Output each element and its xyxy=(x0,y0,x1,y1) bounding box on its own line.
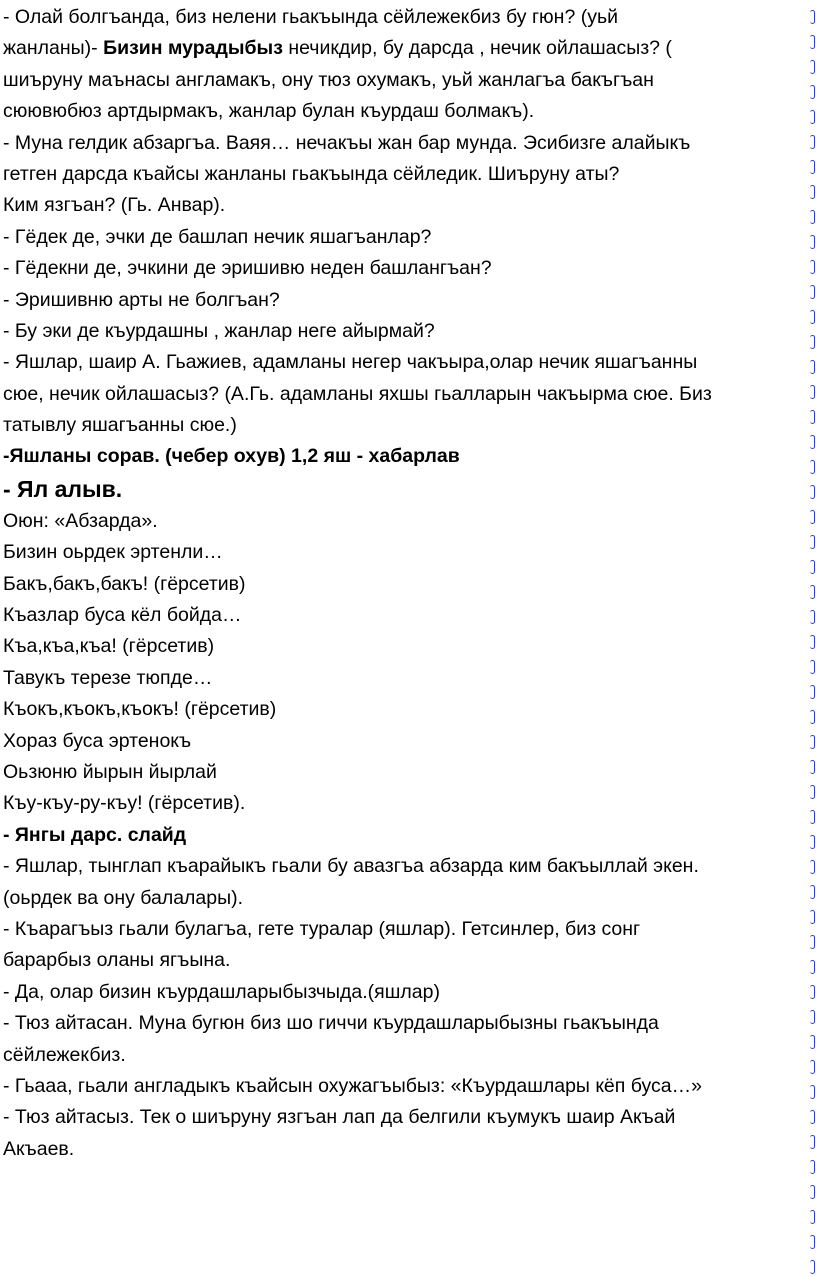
margin-mark xyxy=(810,385,815,399)
margin-mark xyxy=(810,635,815,649)
margin-mark xyxy=(810,660,815,674)
margin-mark xyxy=(810,960,815,974)
margin-mark xyxy=(810,935,815,949)
text-line: Къа,къа,къа! (гёрсетив) xyxy=(3,635,215,658)
margin-mark xyxy=(810,610,815,624)
text-span: нечикдир, бу дарсда , нечик ойлашасыз? ( xyxy=(282,37,672,60)
text-line: - Гёдек де, эчки де башлап нечик яшагъанлар? xyxy=(3,225,432,248)
text-line: - Яшлар, шаир А. Гьажиев, адамланы негер чакъыра,олар нечик яшагъанны xyxy=(3,351,698,374)
margin-mark xyxy=(810,460,815,474)
margin-mark xyxy=(810,1210,815,1224)
margin-mark xyxy=(810,510,815,524)
margin-mark xyxy=(810,560,815,574)
margin-mark xyxy=(810,1060,815,1074)
margin-mark xyxy=(810,285,815,299)
section-heading: -Яшланы сорав. (чебер охув) 1,2 яш - хабарлав xyxy=(3,445,460,468)
margin-mark xyxy=(810,185,815,199)
margin-mark xyxy=(810,85,815,99)
text-span: жанланы)- xyxy=(3,37,104,60)
margin-mark xyxy=(810,1135,815,1149)
margin-mark xyxy=(810,535,815,549)
margin-mark xyxy=(810,260,815,274)
text-line: Ким язгъан? (Гь. Анвар). xyxy=(3,194,226,217)
margin-mark xyxy=(810,885,815,899)
text-line: - Гёдекни де, эчкини де эришивю неден башлангъан? xyxy=(3,257,492,280)
text-line: Хораз буса эртенокъ xyxy=(3,729,192,752)
margin-mark xyxy=(810,985,815,999)
margin-mark xyxy=(810,1010,815,1024)
margin-mark xyxy=(810,435,815,449)
margin-mark xyxy=(810,860,815,874)
margin-mark xyxy=(810,60,815,74)
margin-mark xyxy=(810,1085,815,1099)
text-line: Къу-къу-ру-къу! (гёрсетив). xyxy=(3,792,246,815)
text-line: Къокъ,къокъ,къокъ! (гёрсетив) xyxy=(3,698,277,721)
margin-mark xyxy=(810,760,815,774)
margin-mark xyxy=(810,1260,815,1274)
text-line: - Эришивню арты не болгъан? xyxy=(3,288,280,311)
text-line: - Олай болгъанда, биз нелени гьакъында сёйлежекбиз бу гюн? (уьй xyxy=(3,6,619,28)
text-span: сююв xyxy=(3,100,53,123)
margin-mark xyxy=(810,735,815,749)
margin-mark xyxy=(810,1160,815,1174)
margin-mark xyxy=(810,310,815,324)
margin-mark xyxy=(810,585,815,599)
text-line: сюе, нечик ойлашасыз? (А.Гь. адамланы яхшы гьалларын чакъырма сюе. Биз xyxy=(3,382,712,405)
text-line: Оьзюню йырын йырлай xyxy=(3,760,217,783)
margin-decoration xyxy=(808,0,816,1276)
margin-mark xyxy=(810,10,815,24)
margin-mark xyxy=(810,485,815,499)
bold-phrase: Бизин мурадыбыз xyxy=(103,37,283,60)
text-line: Тавукъ терезе тюпде… xyxy=(3,666,213,689)
margin-mark xyxy=(810,1110,815,1124)
margin-mark xyxy=(810,910,815,924)
section-heading: - Ял алыв. xyxy=(3,475,123,502)
margin-mark xyxy=(810,160,815,174)
text-line: Бакъ,бакъ,бакъ! (гёрсетив) xyxy=(3,572,246,595)
margin-mark xyxy=(810,785,815,799)
text-line: - Бу эки де къурдашны , жанлар неге айырмай? xyxy=(3,319,435,342)
text-line: - Гьааа, гьали англадыкъ къайсын охужагъыбыз: «Къурдашлары кёп буса…» xyxy=(3,1074,702,1097)
text-line: Бизин оьрдек эртенли… xyxy=(3,541,223,564)
margin-mark xyxy=(810,810,815,824)
text-line: татывлу яшагъанны сюе.) xyxy=(3,414,237,437)
margin-mark xyxy=(810,210,815,224)
margin-mark xyxy=(810,135,815,149)
margin-mark xyxy=(810,685,815,699)
text-line: Къазлар буса кёл бойда… xyxy=(3,604,242,627)
section-heading: - Янгы дарс. слайд xyxy=(3,823,187,846)
text-line: - Муна гелдик абзаргъа. Ваяя… нечакъы жан бар мунда. Эсибизге алайыкъ xyxy=(3,131,691,154)
margin-mark xyxy=(810,335,815,349)
text-line: - Да, олар бизин къурдашларыбызчыда.(яшлар) xyxy=(3,980,440,1003)
margin-mark xyxy=(810,1035,815,1049)
text-line: (оьрдек ва ону балалары). xyxy=(3,886,244,909)
text-line: Оюн: «Абзарда». xyxy=(3,509,158,532)
text-line xyxy=(3,96,800,127)
text-line: шиъруну маънасы англамакъ, ону тюз охумакъ, уьй жанлагъа бакъгъан xyxy=(3,68,654,91)
text-line: - Къарагъыз гьали булагъа, гете туралар (яшлар). Гетсинлер, биз сонг xyxy=(3,917,641,940)
text-line xyxy=(3,33,800,64)
margin-mark xyxy=(810,1235,815,1249)
text-span: юбюз артдырмакъ, жанлар булан къурдаш болмакъ). xyxy=(52,100,535,123)
text-line: - Тюз айтасан. Муна бугюн биз шо гиччи къурдашларыбызны гьакъында xyxy=(3,1012,659,1035)
text-line: - Тюз айтасыз. Тек о шиъруну язгъан лап да белгили къумукъ шаир Акъай xyxy=(3,1106,676,1129)
margin-mark xyxy=(810,710,815,724)
text-line: гетген дарсда къайсы жанланы гьакъында сёйледик. Шиъруну аты? xyxy=(3,162,620,185)
margin-mark xyxy=(810,835,815,849)
text-line: Акъаев. xyxy=(3,1137,75,1160)
margin-mark xyxy=(810,35,815,49)
margin-mark xyxy=(810,1185,815,1199)
margin-mark xyxy=(810,110,815,124)
text-line: - Яшлар, тынглап къарайыкъ гьали бу авазгъа абзарда ким бакъыллай экен. xyxy=(3,855,699,878)
margin-mark xyxy=(810,410,815,424)
margin-mark xyxy=(810,235,815,249)
text-line: сёйлежекбиз. xyxy=(3,1043,126,1066)
margin-mark xyxy=(810,360,815,374)
text-line: барарбыз оланы ягъына. xyxy=(3,949,231,972)
